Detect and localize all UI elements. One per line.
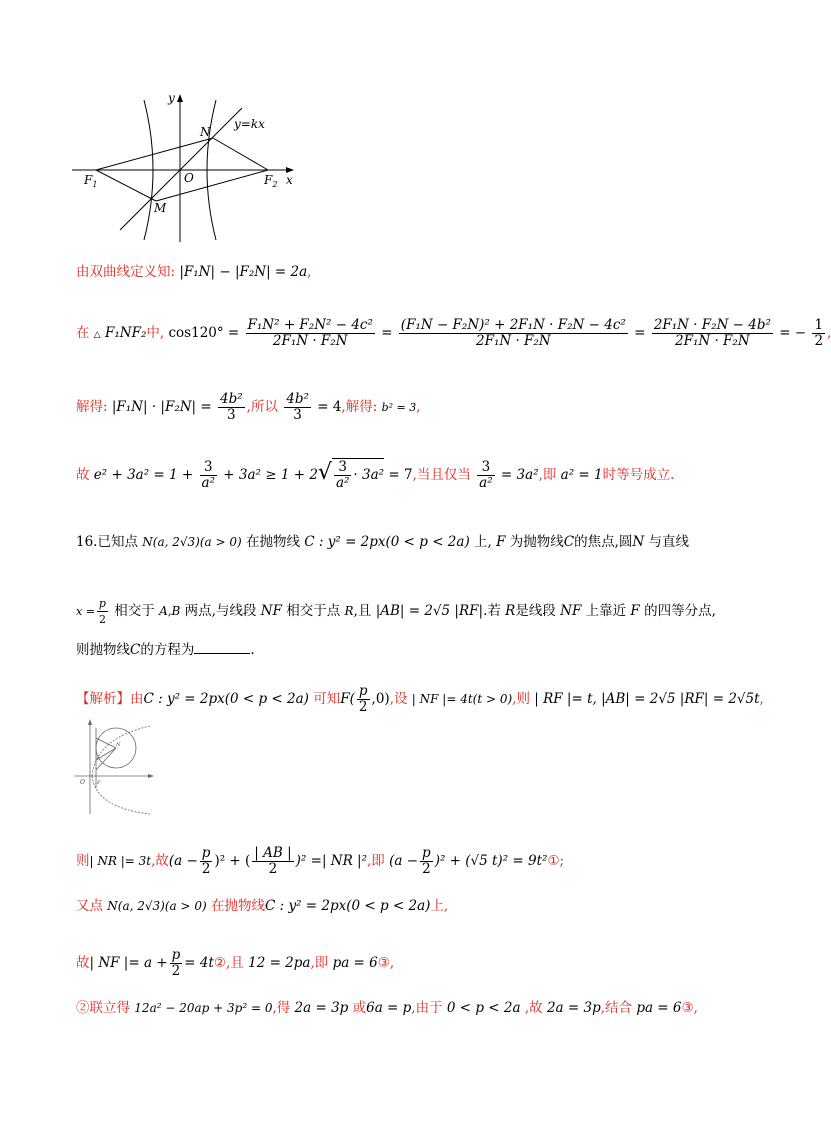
p16-f-text: 与直线: [648, 534, 690, 550]
label-n: N: [200, 125, 211, 139]
p16-l2b: 两点,与线段: [184, 603, 257, 619]
y-axis-arrow: [177, 94, 183, 102]
ineq-expr1: e² + 3a² = 1 +: [93, 467, 194, 483]
nr-mid2: ,即: [367, 853, 385, 869]
final-d: ,故: [524, 1000, 543, 1016]
seg-n-b: [96, 748, 116, 760]
cos-eq-2: =: [634, 325, 646, 341]
line-final: [76, 998, 698, 1018]
final-pa: pa = 6: [636, 1000, 682, 1016]
seg-f1-m: [96, 170, 156, 201]
nf-post: = 4t: [184, 955, 214, 971]
nf-tail: ,: [389, 955, 395, 971]
solve-b2: b² = 3: [381, 401, 417, 414]
analysis-a: 由: [130, 691, 144, 707]
ineq-frac-a: $\frac{3}{\text{a²}}$: [201, 459, 215, 491]
analysis-curve: C : y² = 2px(0 < p < 2a): [143, 691, 309, 707]
nr-e1pre: (a −: [168, 853, 198, 869]
p16-eq: |AB| = 2√5 |RF|: [375, 603, 484, 619]
analysis-c: ,设: [389, 691, 408, 707]
p16-r: R: [344, 604, 354, 618]
p16-c-var: C: [563, 534, 575, 550]
seg-n-f2: [213, 138, 268, 170]
nf-lead: 故: [76, 955, 90, 971]
cos-zhong: 中,: [146, 325, 165, 341]
nr-e1post: )² =| NR |²: [295, 853, 368, 869]
cos-label: cos120° =: [168, 325, 240, 341]
label-n-2: N: [116, 742, 121, 748]
p16-point: N(a, 2√3)(a > 0): [142, 535, 242, 549]
analysis-fpre: F(: [340, 691, 355, 707]
solve-lead: 解得:: [76, 399, 108, 415]
p16-lead: 16.已知点: [76, 534, 138, 550]
solve-frac-b: $\frac{\text{4b²}}{3}$: [286, 391, 309, 423]
final-r3: 2a = 3p: [546, 1000, 601, 1016]
line-inequality: [76, 458, 674, 491]
nf-mid: ,且: [226, 955, 244, 971]
nr-frac-3: $\frac{p}{2}$: [422, 845, 431, 877]
sqrt-sign: √: [317, 460, 332, 485]
problem16-line1: [76, 532, 689, 552]
hyperbola-figure: [72, 88, 312, 248]
circle-1: ①: [547, 853, 560, 869]
nr-e1mid: )² + (: [214, 853, 251, 869]
cos-eq-1: =: [381, 325, 393, 341]
p16-nf: NF: [260, 603, 282, 619]
p16-e: 的焦点,圆: [574, 534, 633, 550]
triangle-symbol: △: [93, 330, 101, 340]
line-again: [76, 896, 448, 916]
circle-3: ③: [377, 955, 390, 971]
seg-m-f2: [156, 170, 268, 201]
analysis-set: | NF |= 4t(t > 0): [411, 692, 513, 706]
nf-pa: pa = 6: [332, 955, 378, 971]
final-a: ,得: [272, 1000, 291, 1016]
p16-curve: C : y² = 2px(0 < p < 2a): [304, 534, 470, 550]
parabola-upper: [92, 726, 150, 776]
def-formula: |F₁N| − |F₂N| = 2a: [179, 264, 308, 280]
analysis-fpost: ,0): [371, 691, 390, 707]
nr-e2pre: (a −: [389, 853, 419, 869]
p16-l2e: .若: [483, 603, 501, 619]
nr-e2post: )² + (√5 t)² = 9t²: [434, 853, 548, 869]
cos-lead: 在: [76, 325, 90, 341]
line-nr: [76, 846, 564, 877]
p16-x: x =: [76, 605, 95, 618]
final-lead: ②联立得: [76, 1000, 130, 1016]
line-definition: [76, 262, 311, 282]
analysis-rel: | RF |= t, |AB| = 2√5 |RF| = 2√5t: [534, 691, 760, 707]
p16-l3end: .: [250, 642, 255, 658]
solve-frac-a: $\frac{\text{4b²}}{3}$: [220, 391, 243, 423]
solve-rhs: = 4: [317, 399, 342, 415]
nf-mid2: ,即: [310, 955, 329, 971]
ineq-frac-b: $\frac{3}{\text{a²}}$: [479, 459, 493, 491]
p16-l2f: 是线段: [515, 603, 556, 619]
p16-d: 为抛物线: [509, 534, 564, 550]
circle-3b: ③: [681, 1000, 694, 1016]
nr-frac-1: $\frac{p}{2}$: [201, 845, 211, 877]
sqrt-frac: $\frac{3}{\text{a²}}$: [335, 459, 350, 491]
line-solve: [76, 392, 421, 423]
analysis-frac: $\frac{p}{2}$: [358, 683, 368, 715]
label-o: O: [184, 171, 194, 185]
p16-l3c: C: [130, 642, 141, 658]
final-b: 或: [352, 1000, 367, 1016]
parabola-lower: [92, 776, 150, 814]
final-e: ,结合: [600, 1000, 633, 1016]
label-y: y: [168, 91, 175, 105]
ineq-tail: 时等号成立.: [602, 467, 675, 483]
again-tail: 上,: [430, 898, 449, 914]
sqrt-body: $\frac{3}{\text{a²}}$ · 3a²: [332, 458, 384, 491]
again-curve: C : y² = 2px(0 < p < 2a): [265, 898, 431, 914]
problem16-line3: [76, 640, 255, 660]
problem16-line2: [76, 596, 716, 627]
parabola-figure: [70, 718, 160, 818]
label-x: x: [286, 173, 293, 187]
again-lead: 又点: [76, 898, 103, 914]
ineq-expr4: = 3a²: [500, 467, 539, 483]
solve-lhs: |F₁N| · |F₂N| =: [111, 399, 212, 415]
ineq-mid2: ,即: [538, 467, 557, 483]
final-r1: 2a = 3p: [294, 1000, 349, 1016]
triangle-name: F₁NF₂: [105, 325, 147, 341]
final-tail: ,: [693, 1000, 698, 1016]
p16-r2: R: [505, 603, 516, 619]
label-m: M: [154, 201, 167, 215]
cos-eq-3: = −: [779, 325, 807, 341]
answer-blank: [194, 641, 250, 654]
analysis-d: ,则: [512, 691, 530, 707]
p16-nf2: NF: [560, 603, 582, 619]
label-f1: $F_1$: [84, 173, 98, 189]
def-tail: ,: [307, 264, 312, 280]
label-line: y=kx: [234, 117, 265, 131]
nr-val: | NR |= 3t: [89, 854, 152, 868]
p16-ab: A,B: [159, 604, 181, 618]
nr-lead: 则: [76, 853, 90, 869]
p16-f2: F: [630, 603, 640, 619]
nf-frac: $\frac{p}{2}$: [171, 947, 181, 979]
p16-frac: $\frac{p}{2}$: [98, 597, 106, 626]
p16-l2h: 的四等分点,: [644, 603, 716, 619]
final-cond: 0 < p < 2a: [446, 1000, 521, 1016]
circle-2: ②: [213, 955, 227, 971]
solve-mid2: ,解得:: [341, 399, 378, 415]
p16-l2g: 上靠近: [585, 603, 627, 619]
analysis-b: 可知: [313, 691, 341, 707]
again-point: N(a, 2√3)(a > 0): [107, 899, 207, 913]
final-eq: 12a² − 20ap + 3p² = 0: [134, 1001, 273, 1015]
ineq-expr3: = 7: [388, 467, 413, 483]
p16-n: N: [632, 534, 645, 550]
ineq-expr5: a² = 1: [560, 467, 603, 483]
nr-tail: ;: [559, 853, 565, 869]
label-f2: $F_2$: [264, 173, 278, 189]
cos-frac-4: $\frac{1}{2}$: [814, 317, 824, 349]
p16-l2d: ,且: [353, 603, 372, 619]
nf-pre: | NF |= a +: [89, 955, 168, 971]
analysis-e: ,: [759, 691, 764, 707]
cos-tail: ,: [827, 325, 831, 341]
ineq-mid: ,当且仅当: [412, 467, 471, 483]
p16-l2c: 相交于点: [286, 603, 341, 619]
nf-e12: 12 = 2pa: [248, 955, 311, 971]
solve-mid: ,所以: [246, 399, 278, 415]
again-mid: 在抛物线: [211, 898, 265, 914]
line-nf: [76, 948, 394, 979]
ineq-lead: 故: [76, 467, 90, 483]
analysis-tag: 【解析】: [76, 691, 130, 707]
ineq-expr2: + 3a² ≥ 1 + 2: [223, 467, 318, 483]
analysis-line: [76, 684, 764, 715]
label-f-2: F: [97, 780, 101, 786]
nr-mid: ,故: [151, 853, 169, 869]
p16-l3a: 则抛物线: [76, 642, 130, 658]
final-r2: 6a = p: [366, 1000, 412, 1016]
cos-frac-3: $\frac{\text{2F₁N · F₂N − 4b²}}{\text{2F₁N · F₂N}}$: [653, 317, 771, 349]
p16-l2a: 相交于: [114, 603, 155, 619]
def-lead: 由双曲线定义知:: [76, 264, 176, 280]
p16-l3b: 的方程为: [140, 642, 195, 658]
p16-c: 上,: [474, 534, 492, 550]
solve-tail: ,: [416, 399, 421, 415]
nr-frac-2: $\frac{| AB |}{2}$: [254, 845, 292, 877]
p16-f: F: [496, 534, 506, 550]
final-c: ,由于: [411, 1000, 443, 1016]
line-y-kx: [120, 108, 242, 230]
cos-frac-2: $\frac{\text{(F₁N − F₂N)² + 2F₁N · F₂N − 4c²}}{\text{2F₁N · F₂N}}$: [400, 317, 626, 349]
label-o-2: O: [80, 779, 85, 786]
line-cos: [76, 318, 831, 349]
p16-b: 在抛物线: [245, 534, 300, 550]
cos-frac-1: $\frac{\text{F₁N² + F₂N² − 4c²}}{\text{2F₁N · F₂N}}$: [247, 317, 373, 349]
